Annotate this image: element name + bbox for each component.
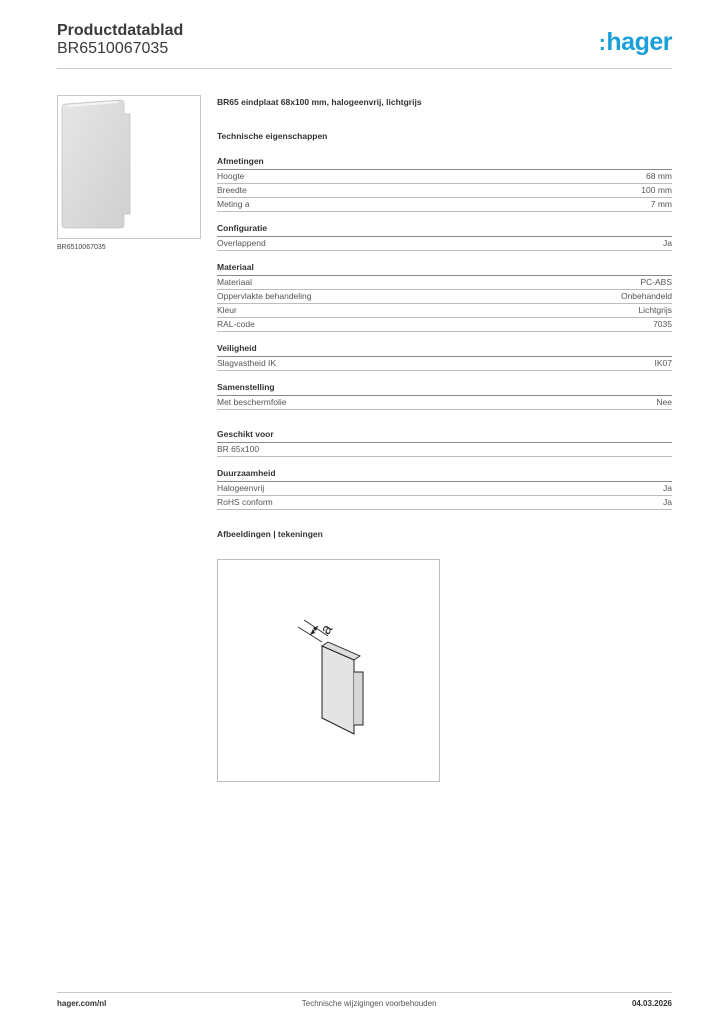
document-header [57,22,183,58]
property-label: Hoogte [217,171,245,181]
document-title: Productdatablad [57,22,184,39]
property-row [217,482,672,496]
property-label: Slagvastheid IK [217,358,277,368]
section-title: Geschikt voor [217,428,672,443]
property-label: RoHS conform [217,497,273,507]
property-value: 68 mm [646,171,672,181]
hager-logo [599,28,672,57]
section-title: Afmetingen [217,155,672,170]
document-article-number: BR6510067035 [57,40,169,57]
property-value: Ja [663,483,672,493]
property-label: Meting a [217,199,250,209]
property-value: 100 mm [641,185,672,195]
product-image-caption: BR6510067035 [57,244,106,251]
product-details [217,96,672,552]
property-sections [217,155,672,542]
property-row [217,318,672,332]
property-label: Kleur [217,305,237,315]
property-row [217,198,672,212]
section-suitable-for [217,428,672,457]
property-value: Ja [663,497,672,507]
property-row [217,443,672,457]
logo-wordmark: hager [606,28,672,56]
section-title: Duurzaamheid [217,467,672,482]
property-row [217,304,672,318]
end-plate-photo-icon [58,96,200,238]
footer-website-link[interactable]: hager.com/nl [57,999,107,1008]
section-configuration [217,222,672,251]
property-row [217,184,672,198]
section-title: Veiligheid [217,342,672,357]
section-material [217,261,672,332]
property-label: Met beschermfolie [217,397,287,407]
property-row [217,290,672,304]
end-plate-drawing-icon [218,560,439,781]
property-label: BR 65x100 [217,444,260,454]
property-value: 7035 [653,319,672,329]
technical-properties-title: Technische eigenschappen [217,131,328,141]
dimension-label: a [317,621,337,638]
section-composition [217,381,672,410]
property-row [217,237,672,251]
product-name: BR65 eindplaat 68x100 mm, halogeenvrij, lichtgrijs [217,97,422,107]
property-row [217,276,672,290]
property-value: Nee [656,397,672,407]
footer-disclaimer: Technische wijzigingen voorbehouden [301,999,437,1008]
section-title: Configuratie [217,222,672,237]
property-label: Materiaal [217,277,252,287]
property-row [217,396,672,410]
logo-colon-mark: : [598,30,606,55]
footer-date: 04.03.2026 [631,999,672,1008]
property-row [217,170,672,184]
header-divider [57,68,672,69]
property-value: Lichtgrijs [638,305,672,315]
property-row [217,496,672,510]
property-label: Overlappend [217,238,266,248]
section-sustainability [217,467,672,510]
property-value: Ja [663,238,672,248]
section-title: Samenstelling [217,381,672,396]
technical-drawing [217,559,440,782]
section-title: Afbeeldingen | tekeningen [217,529,323,539]
property-label: Oppervlakte behandeling [217,291,312,301]
property-row [217,357,672,371]
section-title: Materiaal [217,261,672,276]
property-value: PC-ABS [640,277,672,287]
property-label: Breedte [217,185,247,195]
property-value: 7 mm [650,199,672,209]
property-label: Halogeenvrij [217,483,265,493]
section-safety [217,342,672,371]
footer-divider [57,992,672,993]
section-dimensions [217,155,672,212]
section-images [217,528,672,542]
property-value: IK07 [654,358,672,368]
property-label: RAL-code [217,319,255,329]
property-value: Onbehandeld [620,291,672,301]
product-image [57,95,201,239]
page-footer [57,999,672,1008]
